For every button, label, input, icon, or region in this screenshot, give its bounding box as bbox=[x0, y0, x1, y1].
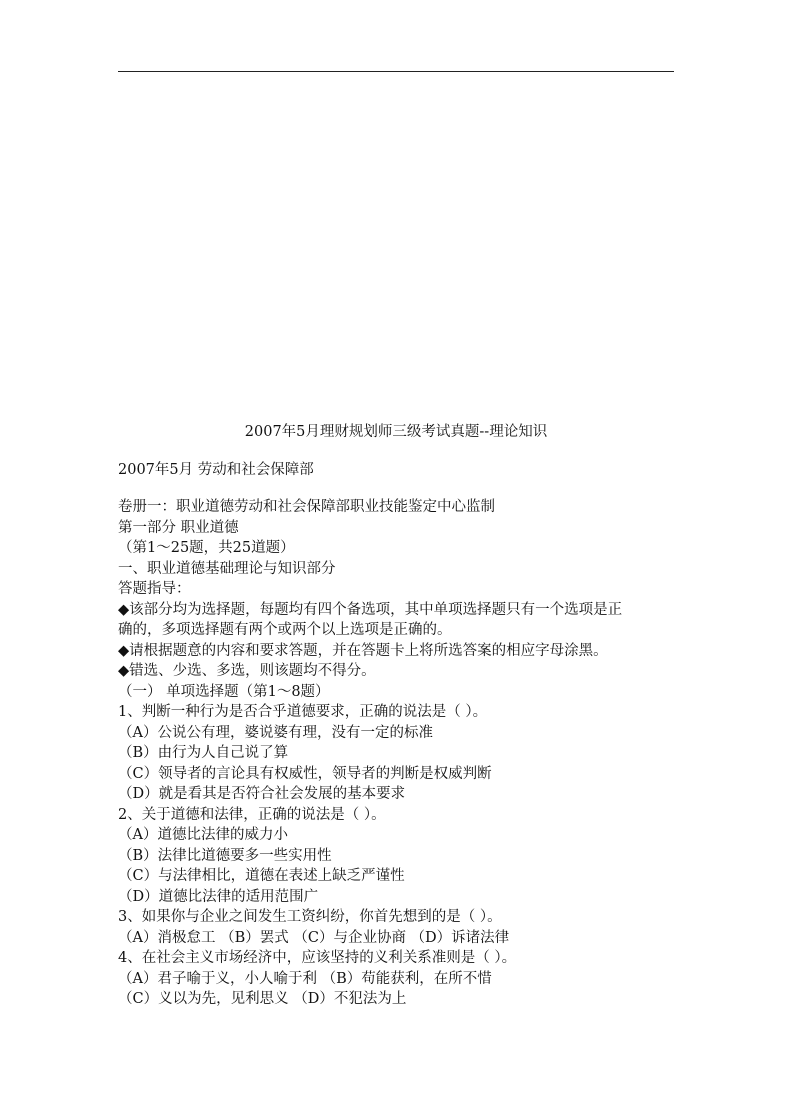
option-line: （A）道德比法律的威力小 bbox=[118, 827, 288, 843]
text-line: ◆错选、少选、多选，则该题均不得分。 bbox=[118, 663, 376, 679]
header-rule bbox=[118, 71, 674, 72]
text-line: ◆请根据题意的内容和要求答题，并在答题卡上将所选答案的相应字母涂黑。 bbox=[118, 642, 608, 659]
question-line: 2、关于道德和法律，正确的说法是（ ）。 bbox=[118, 806, 386, 823]
text-line: 答题指导： bbox=[118, 581, 191, 597]
document-title: 2007年5月理财规划师三级考试真题--理论知识 bbox=[244, 424, 548, 440]
text-line: 一、职业道德基础理论与知识部分 bbox=[118, 560, 336, 577]
question-line: 4、在社会主义市场经济中，应该坚持的义利关系准则是（ ）。 bbox=[118, 950, 517, 966]
option-line: （B）法律比道德要多一些实用性 bbox=[118, 847, 332, 864]
text-line: ◆该部分均为选择题，每题均有四个备选项，其中单项选择题只有一个选项是正 bbox=[118, 601, 623, 618]
date-line: 2007年5月 劳动和社会保障部 bbox=[118, 462, 314, 478]
option-line: （A）消极怠工 （B）罢式 （C）与企业协商 （D）诉诸法律 bbox=[118, 929, 510, 946]
text-line: 第一部分 职业道德 bbox=[118, 519, 239, 536]
option-line: （A）君子喻于义，小人喻于利 （B）苟能获利，在所不惜 bbox=[118, 970, 492, 987]
text-line: （第1～25题，共25道题） bbox=[118, 540, 295, 556]
question-line: 3、如果你与企业之间发生工资纠纷，你首先想到的是（ ）。 bbox=[118, 909, 502, 925]
text-line: 卷册一：职业道德劳动和社会保障部职业技能鉴定中心监制 bbox=[118, 499, 495, 515]
option-line: （C）义以为先，见利思义 （D）不犯法为上 bbox=[118, 991, 407, 1007]
text-line: （一） 单项选择题（第1～8题） bbox=[118, 683, 330, 700]
option-line: （C）与法律相比，道德在表述上缺乏严谨性 bbox=[118, 868, 405, 884]
option-line: （C）领导者的言论具有权威性，领导者的判断是权威判断 bbox=[118, 765, 492, 782]
option-line: （D）就是看其是否符合社会发展的基本要求 bbox=[118, 786, 406, 802]
text-line: 确的，多项选择题有两个或两个以上选项是正确的。 bbox=[118, 622, 452, 638]
question-line: 1、判断一种行为是否合乎道德要求，正确的说法是（ ）。 bbox=[118, 704, 488, 720]
option-line: （A）公说公有理，婆说婆有理，没有一定的标准 bbox=[118, 724, 433, 741]
option-line: （D）道德比法律的适用范围广 bbox=[118, 888, 319, 905]
document-body bbox=[118, 497, 678, 1010]
option-line: （B）由行为人自己说了算 bbox=[118, 745, 289, 761]
